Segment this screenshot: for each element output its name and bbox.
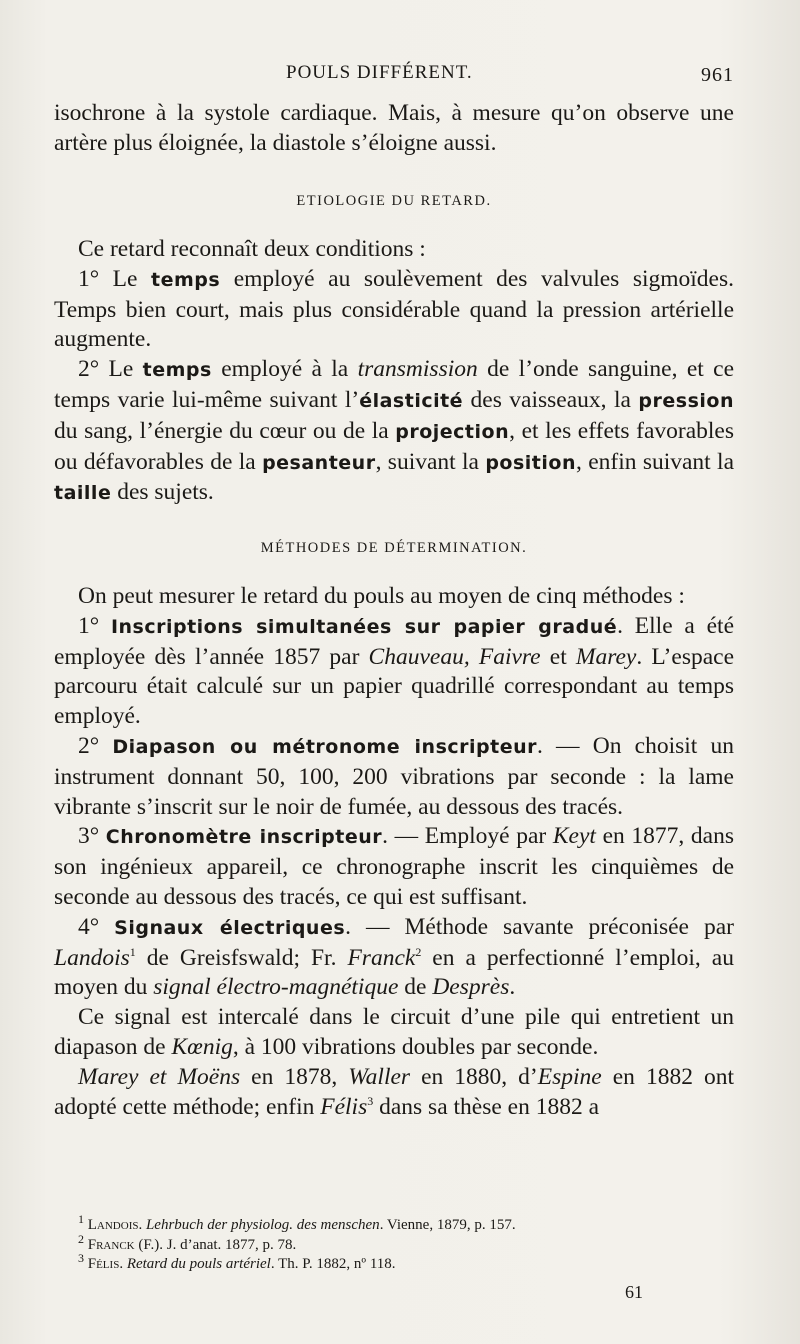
running-title: POULS DIFFÉRENT. <box>286 62 473 83</box>
paragraph-conditions-intro: Ce retard reconnaît deux conditions : <box>78 236 426 262</box>
paragraph-condition-1: 1° Le temps employé au soulèvement des valvules sigmoïdes. Temps bien court, mais plus considérable quand la pression artérielle augmente. <box>54 265 734 353</box>
paragraph-condition-2: 2° Le temps employé à la transmission de l’onde sanguine, et ce temps varie lui-même suivant l’élasticité des vaisseaux, la pression du sang, l’énergie du cœur ou de la projection, et les effets favorables ou défavorables de la pesanteur, suivant la position, enfin suivant la taille des sujets. <box>54 356 735 506</box>
section-heading-methodes: MÉTHODES DE DÉTERMINATION. <box>260 540 528 556</box>
signature-mark: 61 <box>625 1282 643 1302</box>
main-text <box>54 99 734 159</box>
paragraph-signal: Ce signal est intercalé dans le circuit d’une pile qui entretient un diapason de Kœnig, à 100 vibrations doubles par seconde. <box>54 1004 734 1060</box>
section-heading-etiologie: ETIOLOGIE DU RETARD. <box>296 193 492 209</box>
footnote-ref-3: 3 <box>367 1093 374 1108</box>
paragraph-method-3: 3° Chronomètre inscripteur. — Employé par Keyt en 1877, dans son ingénieux appareil, ce chronographe inscrit les cinquièmes de seconde au dessous des tracés, ce qui est suffisant. <box>54 823 734 910</box>
footnote-3: $^3$ Félis. Retard du pouls artériel. Th. P. 1882, nº 118. <box>78 1251 396 1272</box>
paragraph-method-2: 2° Diapason ou métronome inscripteur. — On choisit un instrument donnant 50, 100, 200 vibrations par seconde : la lame vibrante s’inscrit sur le noir de fumée, au dessous des tracés. <box>54 732 734 820</box>
paragraph-adoption: Marey et Moëns en 1878, Waller en 1880, d’Espine en 1882 ont adopté cette méthode; enfin Félis$^3$ dans sa thèse en 1882 a <box>54 1063 735 1120</box>
footnotes <box>78 1212 734 1275</box>
footnote-ref-1: 1 <box>129 944 136 959</box>
paragraph-method-1: 1° Inscriptions simultanées sur papier gradué. Elle a été employée dès l’année 1857 par Chauveau, Faivre et Marey. L’espace parcouru était calculé sur un papier quadrillé correspondant au temps employé. <box>54 612 735 730</box>
paragraph-continuation: isochrone à la systole cardiaque. Mais, à mesure qu’on observe une artère plus éloignée, la diastole s’éloigne aussi. <box>54 100 734 156</box>
paragraph-methods-intro: On peut mesurer le retard du pouls au moyen de cinq méthodes : <box>78 583 685 609</box>
running-header <box>54 62 734 88</box>
page-number: 961 <box>701 64 734 86</box>
footnote-2: $^2$ Franck (F.). J. d’anat. 1877, p. 78. <box>78 1231 297 1253</box>
paragraph-method-4: 4° Signaux électriques. — Méthode savante préconisée par Landois$^1$ de Greisfswald; Fr. Franck$^2$ en a perfectionné l’emploi, au moyen du signal électro-magnétique de Desprès. <box>54 913 734 1001</box>
footnote-1: $^1$ Landois. Lehrbuch der physiolog. des menschen. Vienne, 1879, p. 157. <box>78 1212 516 1233</box>
footnote-ref-2: 2 <box>415 944 422 959</box>
